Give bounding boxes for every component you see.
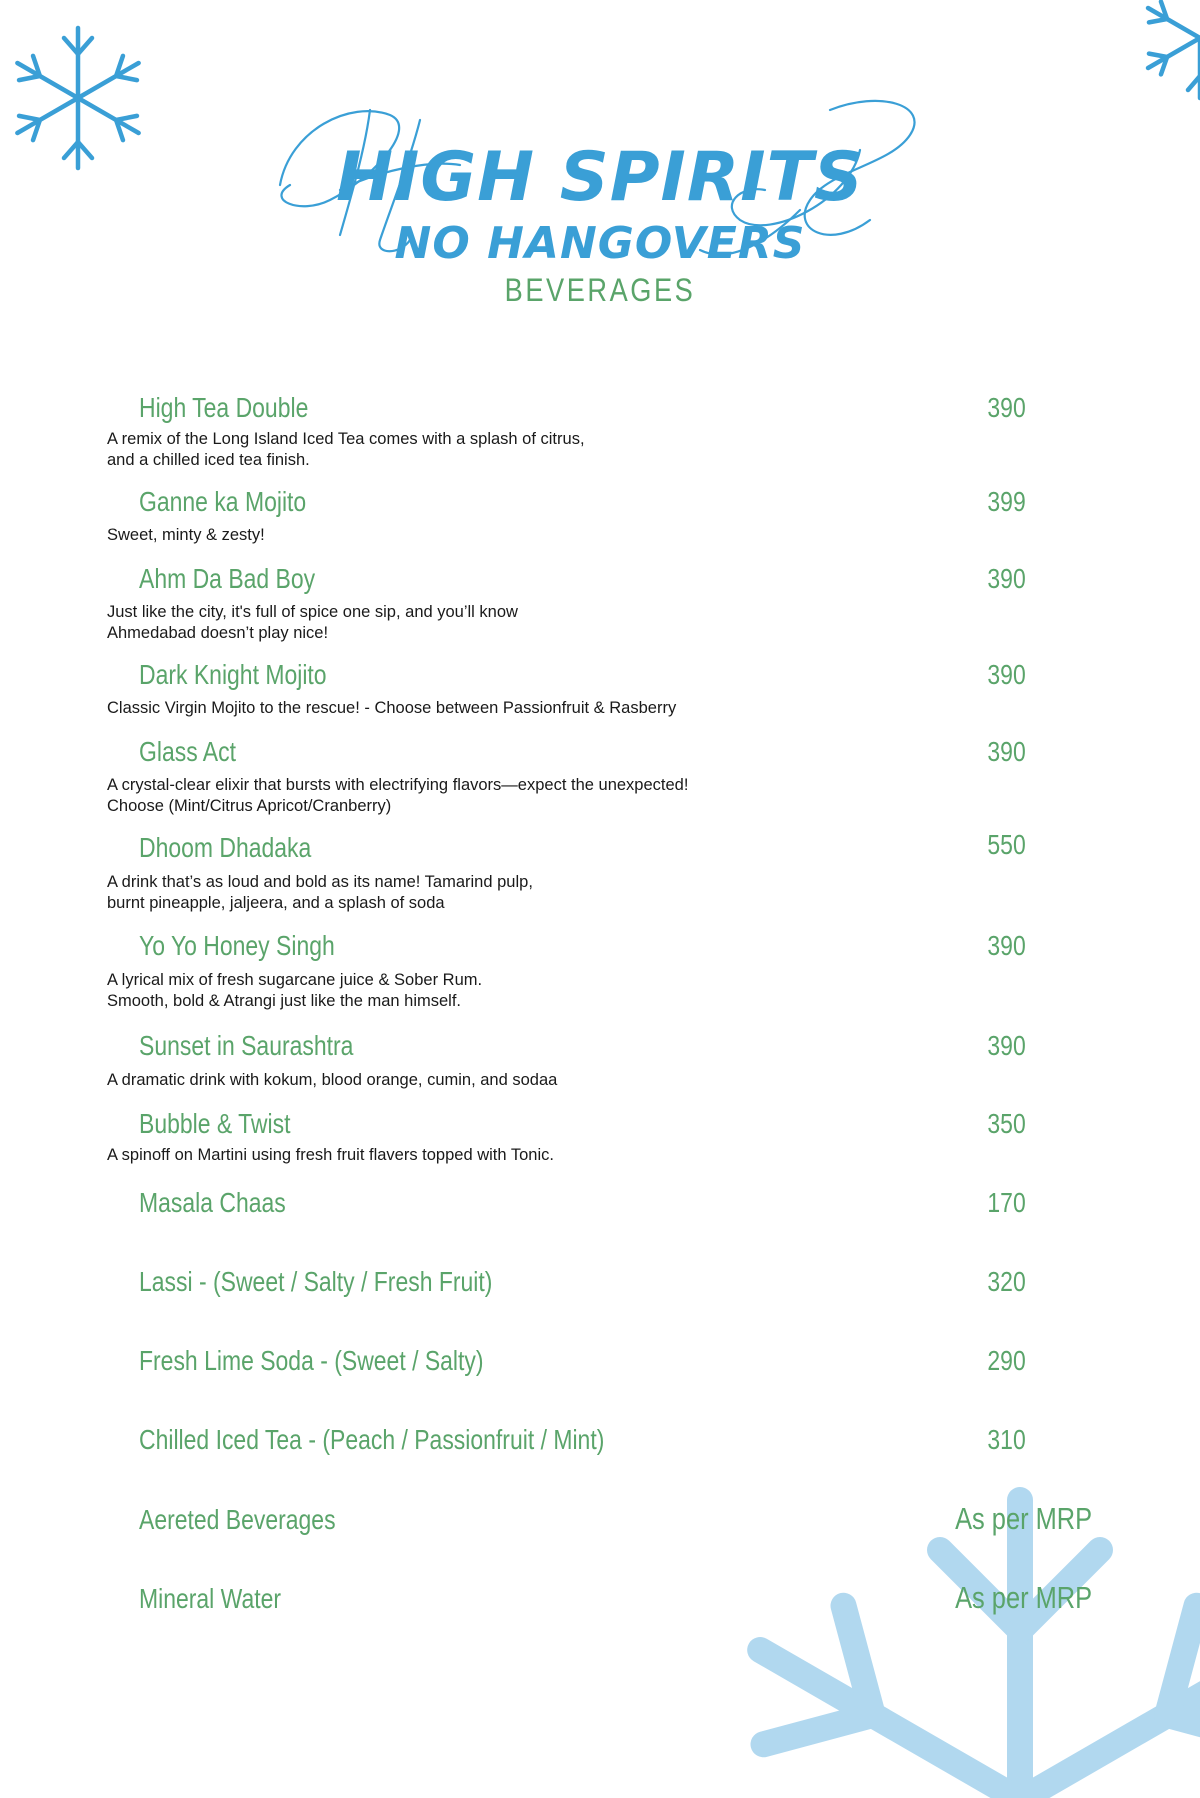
item-price: 550 xyxy=(987,829,1026,860)
item-description: Sweet, minty & zesty! xyxy=(107,526,265,544)
item-price: 390 xyxy=(987,1030,1026,1061)
item-name: Ganne ka Mojito xyxy=(139,486,307,517)
item-price: 399 xyxy=(987,486,1026,517)
item-name: Dhoom Dhadaka xyxy=(139,832,312,863)
item-name: Lassi - (Sweet / Salty / Fresh Fruit) xyxy=(139,1266,493,1297)
item-price: As per MRP xyxy=(954,1580,1092,1615)
item-price: 320 xyxy=(987,1266,1026,1297)
item-name: Aereted Beverages xyxy=(139,1504,336,1535)
menu-title: HIGH SPIRITS xyxy=(336,138,864,217)
item-price: 390 xyxy=(987,392,1026,423)
item-name: Ahm Da Bad Boy xyxy=(139,563,316,594)
item-name: Masala Chaas xyxy=(139,1187,286,1218)
menu-subtitle: NO HANGOVERS xyxy=(394,218,806,269)
item-description: A remix of the Long Island Iced Tea comes with a splash of citrus, and a chilled iced tea finish. xyxy=(107,430,585,469)
item-description: A drink that’s as loud and bold as its name! Tamarind pulp, burnt pineapple, jaljeera, and a splash of soda xyxy=(107,873,533,912)
item-price: 170 xyxy=(987,1187,1026,1218)
item-name: Yo Yo Honey Singh xyxy=(139,930,335,961)
item-description: A crystal-clear elixir that bursts with electrifying flavors—expect the unexpected! Choose (Mint/Citrus Apricot/Cranberry) xyxy=(107,776,689,815)
item-price: 310 xyxy=(987,1424,1026,1455)
item-price: 390 xyxy=(987,930,1026,961)
item-description: Just like the city, it's full of spice one sip, and you’ll know Ahmedabad doesn’t play nice! xyxy=(107,603,518,642)
item-price: 350 xyxy=(987,1108,1026,1139)
item-name: Sunset in Saurashtra xyxy=(139,1030,354,1061)
item-description: A spinoff on Martini using fresh fruit flavers topped with Tonic. xyxy=(107,1146,554,1164)
item-name: High Tea Double xyxy=(139,392,309,423)
item-name: Fresh Lime Soda - (Sweet / Salty) xyxy=(139,1345,484,1376)
item-description: A dramatic drink with kokum, blood orange, cumin, and sodaa xyxy=(107,1071,558,1089)
item-description: A lyrical mix of fresh sugarcane juice & Sober Rum. Smooth, bold & Atrangi just like the man himself. xyxy=(107,971,483,1010)
item-name: Dark Knight Mojito xyxy=(139,659,327,690)
item-price: 290 xyxy=(987,1345,1026,1376)
item-price: As per MRP xyxy=(954,1501,1092,1536)
item-description: Classic Virgin Mojito to the rescue! - Choose between Passionfruit & Rasberry xyxy=(107,699,677,717)
item-price: 390 xyxy=(987,563,1026,594)
item-price: 390 xyxy=(987,659,1026,690)
item-name: Mineral Water xyxy=(139,1583,282,1614)
section-title: BEVERAGES xyxy=(504,272,696,308)
item-name: Bubble & Twist xyxy=(139,1108,291,1139)
item-price: 390 xyxy=(987,736,1026,767)
item-name: Chilled Iced Tea - (Peach / Passionfruit / Mint) xyxy=(139,1424,605,1455)
item-name: Glass Act xyxy=(139,736,236,767)
